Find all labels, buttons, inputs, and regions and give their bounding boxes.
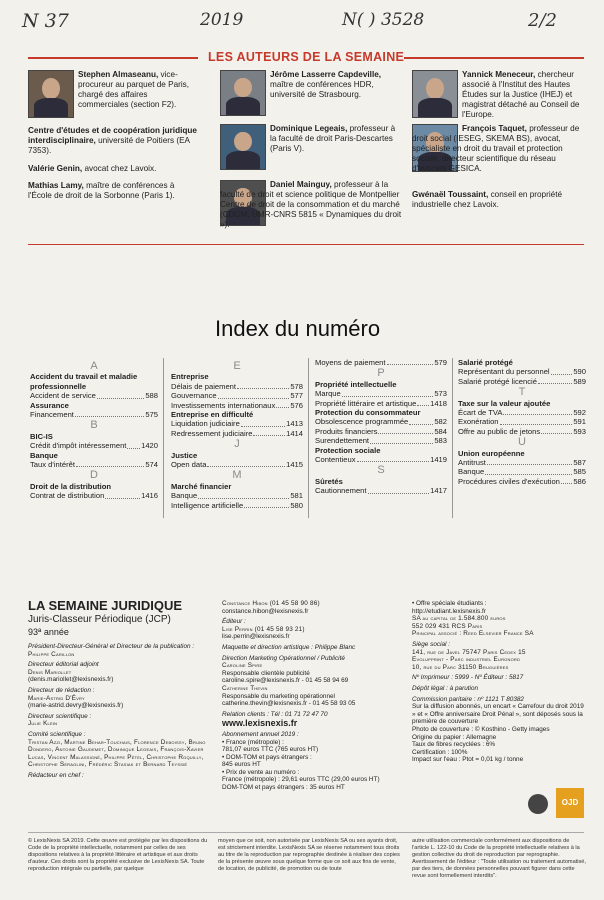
masthead-name: Philippe Carillon (28, 650, 75, 658)
masthead-label: Rédacteur en chef : (28, 771, 84, 779)
index-entry-page: 579 (434, 358, 447, 367)
index-entry-page: 590 (573, 367, 586, 377)
index-entry-page: 1420 (141, 441, 158, 451)
index-entry (171, 491, 303, 500)
masthead-value: • France (métropole) : (222, 738, 284, 746)
index-column-1 (30, 360, 158, 501)
index-entry-label: Accident de service (30, 391, 96, 401)
index-entry-label: Écart de TVA (458, 408, 503, 418)
index-entry-leader (378, 427, 433, 434)
index-entry-page: 593 (573, 426, 586, 436)
index-entry-page: 1419 (430, 455, 447, 465)
index-entry-leader (485, 467, 572, 474)
masthead-name: SA au capital de 1.584.800 euros (412, 615, 506, 623)
masthead-value: • DOM-TOM et pays étrangers : (222, 753, 312, 761)
index-entry-label: Marque (315, 389, 341, 399)
index-entry-leader (487, 458, 572, 465)
index-entry (315, 427, 447, 436)
index-entry-leader (237, 382, 289, 389)
index-letter: S (377, 464, 385, 477)
index-entry-label: Intelligence artificielle (171, 500, 244, 510)
masthead-value: France (métropole) : 29,61 euros TTC (29,00 euros HT) (222, 776, 380, 784)
masthead-name: Caroline Spire (222, 662, 263, 670)
masthead-year: 93ª année (28, 627, 69, 637)
index-entry (30, 410, 158, 419)
index-entry-label: Moyens de paiement (315, 358, 386, 367)
masthead-label: Nº Imprimeur : 5999 - Nº Éditeur : 5817 (412, 674, 524, 682)
index-entry-leader (503, 408, 572, 415)
index-letter: B (90, 419, 98, 432)
index-heading: Protection sociale (315, 445, 381, 455)
index-entry-leader (75, 410, 144, 417)
index-entry-leader (417, 399, 429, 406)
index-letter: U (518, 436, 526, 449)
masthead-name: Principal associé : Reed Elsevier France SA (412, 630, 534, 638)
index-heading: Accident du travail et maladie professionnelle (30, 372, 138, 391)
index-entry-leader (207, 460, 285, 467)
masthead-label: Relation clients : Tél : 01 71 72 47 70 (222, 710, 328, 718)
author-mainguy: Daniel Mainguy, professeur à la faculté de droit et science politique de Montpellier Centre de droit de la consommation et du marché (CDCM, UMR-CNRS 5815 « Dynamiques du droit »). (220, 180, 402, 229)
author-almaseanu: Stephen Almaseanu, vice-procureur au parquet de Paris, chargé des affaires commerciales (section F2). (78, 70, 190, 109)
index-entry-page: 1414 (286, 428, 303, 438)
masthead-name: Catherine Thevin (222, 684, 268, 692)
index-entry (315, 455, 447, 464)
index-entry-leader (244, 501, 289, 508)
index-entry-label: Offre au public de jetons (458, 426, 541, 436)
masthead-website: www.lexisnexis.fr (222, 718, 298, 729)
index-entry (30, 460, 158, 469)
author-lamy: Mathias Lamy, maître de conférences à l'École de droit de la Sorbonne (Paris 1). (28, 181, 175, 200)
index-entry-leader (198, 491, 289, 498)
index-entry-page: 1418 (430, 398, 447, 408)
index-entry (171, 401, 303, 410)
masthead-label: Commission paritaire : nº 1121 T 80382 (412, 695, 524, 703)
masthead-value: • Prix de vente au numéro : (222, 768, 300, 776)
index-entry-page: 589 (573, 376, 586, 386)
index-entry (458, 367, 586, 376)
index-heading: Protection du consommateur (315, 408, 421, 418)
masthead-label: Directeur scientifique : (28, 712, 92, 720)
index-divider-2 (308, 358, 309, 518)
index-heading: Entreprise en difficulté (171, 410, 254, 420)
index-entry-label: Banque (458, 467, 485, 477)
authors-section-title: LES AUTEURS DE LA SEMAINE (208, 50, 405, 64)
index-entry-leader (253, 429, 285, 436)
authors-bottom-rule (28, 244, 584, 245)
index-entry (30, 391, 158, 400)
index-entry (171, 419, 303, 428)
index-entry-page: 578 (290, 381, 303, 391)
masthead-label: Directeur de rédaction : (28, 686, 95, 694)
index-entry-page: 591 (573, 417, 586, 427)
index-heading: Salarié protégé (458, 358, 513, 367)
handwritten-year: 2019 (200, 10, 244, 30)
masthead-name: 552 029 431 RCS Paris (412, 622, 483, 630)
index-entry-page: 586 (573, 476, 586, 486)
index-entry-label: Financement (30, 410, 74, 420)
masthead-label: Éditeur : (222, 618, 246, 626)
index-entry-label: Contrat de distribution (30, 491, 105, 501)
index-entry-page: 584 (434, 426, 447, 436)
author-lasserre-capdeville: Jérôme Lasserre Capdeville, maître de conférences HDR, université de Strasbourg. (270, 70, 382, 99)
masthead-value: DOM-TOM et pays étrangers : 35 euros HT (222, 784, 345, 792)
index-heading: Droit de la distribution (30, 481, 111, 491)
index-entry-page: 587 (573, 458, 586, 468)
index-letter: A (90, 360, 98, 372)
masthead-value: caroline.spire@lexisnexis.fr - 01 45 58 94 69 (222, 677, 349, 685)
index-entry-label: Propriété littéraire et artistique (315, 398, 417, 408)
index-entry-leader (409, 417, 433, 424)
index-column-4 (458, 358, 586, 486)
authors-rule-right (404, 57, 584, 59)
index-entry-page: 1417 (430, 486, 447, 496)
index-entry (171, 429, 303, 438)
index-entry (458, 417, 586, 426)
masthead-value: Taux de fibres recyclées : 6% (412, 741, 496, 749)
index-entry (458, 408, 586, 417)
author-photo-meneceur (412, 70, 458, 118)
index-entry-leader (105, 491, 140, 498)
masthead-subtitle: Juris-Classeur Périodique (JCP) (28, 614, 171, 625)
index-heading: BIC-IS (30, 431, 53, 441)
masthead-column-1 (28, 640, 208, 780)
index-entry-page: 1416 (141, 491, 158, 501)
index-divider-3 (452, 358, 453, 518)
index-entry-label: Liquidation judiciaire (171, 419, 240, 429)
index-entry-page: 588 (145, 391, 158, 401)
index-entry-label: Contentieux (315, 455, 356, 465)
masthead-name: Tristan Azzi, Martine Behar-Touchais, Florence Deboissy, Bruno Dondero, Antoine Gaudemet, Dominique Legeais, François-Xavier Lucas, Vincent Malassigné, Philippe Pétel, Christophe Roquilly, Christophe Seraglini, Frédéric Stasiak et Bernard Teyssié (28, 738, 206, 769)
index-entry (171, 382, 303, 391)
masthead-column-3 (412, 600, 588, 764)
index-entry-leader (241, 419, 285, 426)
masthead-value: Origine du papier : Allemagne (412, 733, 497, 741)
index-entry (458, 427, 586, 436)
index-entry (458, 458, 586, 467)
index-entry (458, 467, 586, 476)
masthead-value: Responsable clientèle publicité (222, 669, 310, 677)
index-divider-1 (163, 358, 164, 518)
masthead-value: Photo de couverture : © Kosthino - Getty images (412, 725, 550, 733)
index-entry-page: 576 (290, 400, 303, 410)
index-letter: D (90, 469, 98, 482)
masthead-title: LA SEMAINE JURIDIQUE (28, 598, 183, 613)
author-toussaint: Gwénaël Toussaint, conseil en propriété industrielle chez Lavoix. (412, 190, 563, 209)
index-entry-label: Crédit d'impôt intéressement (30, 441, 127, 451)
index-letter: T (518, 386, 526, 399)
masthead-label: Direction Marketing Opérationnel / Publicité (222, 654, 345, 662)
index-column-2 (171, 360, 303, 510)
masthead-value: http://etudiant.lexisnexis.fr (412, 607, 486, 615)
index-entry-leader (127, 441, 140, 448)
index-entry-leader (97, 391, 144, 398)
index-entry (315, 417, 447, 426)
author-genin: Valérie Genin, avocat chez Lavoix. (28, 164, 157, 173)
masthead-name: 10, rue du Parc 31150 Bruguières (412, 663, 509, 671)
index-entry (315, 389, 447, 398)
index-entry-leader (387, 358, 434, 365)
masthead-value: Certification : 100% (412, 748, 468, 756)
masthead-value: lise.perrin@lexisnexis.fr (222, 633, 290, 641)
author-cecoji: Centre d'études et de coopération juridique interdisciplinaire, université de Poitiers (EA 7353). (28, 126, 197, 155)
index-entry-page: 1415 (286, 460, 303, 470)
masthead-value: Responsable du marketing opérationnel (222, 692, 335, 700)
authors-rule-left (28, 57, 198, 59)
index-entry-label: Représentant du personnel (458, 367, 550, 377)
index-entry-label: Exonération (458, 417, 499, 427)
masthead-label: Abonnement annuel 2019 : (222, 730, 299, 738)
masthead-value: constance.hibon@lexisnexis.fr (222, 607, 309, 615)
index-entry-label: Cautionnement (315, 486, 367, 496)
recycle-logo-icon (528, 794, 548, 814)
index-entry (315, 358, 447, 367)
index-title: Index du numéro (215, 316, 381, 341)
index-entry-label: Open data (171, 460, 207, 470)
index-entry-leader (551, 367, 573, 374)
index-entry (171, 501, 303, 510)
index-entry (171, 460, 303, 469)
index-letter: E (233, 360, 241, 372)
index-entry (30, 491, 158, 500)
masthead-value: (denis.mariollet@lexisnexis.fr) (28, 676, 114, 684)
index-entry-page: 577 (290, 391, 303, 401)
index-entry-leader (342, 389, 434, 396)
masthead-value: (marie-astrid.devry@lexisnexis.fr) (28, 702, 124, 710)
legal-text-col1: © LexisNexis SA 2019. Cette œuvre est protégée par les dispositions du Code de la propriété intellectuelle, notamment par celles de ses dispositions relatives à la propriété littéraire et artistique et aux droits d'auteur. Ces droits sont la propriété exclusive de LexisNexis SA. Toute reproduction intégrale ou partielle, par quelque (28, 838, 208, 872)
masthead-value: catherine.thevin@lexisnexis.fr - 01 45 58 93 05 (222, 700, 356, 708)
masthead-column-2 (222, 600, 402, 792)
masthead-value: Impact sur l'eau : Ptot = 0,01 kg / tonne (412, 756, 524, 764)
index-entry-label: Investissements internationaux (171, 400, 276, 410)
index-entry-page: 575 (145, 410, 158, 420)
index-heading: Union européenne (458, 448, 525, 458)
handwritten-issue-number: N 37 (22, 10, 69, 32)
author-photo-almaseanu (28, 70, 74, 118)
index-letter: J (234, 438, 240, 451)
handwritten-reference: N( ) 3528 (342, 10, 425, 30)
index-entry-page: 573 (434, 389, 447, 399)
masthead-name: Evolupprint - Parc industriel Euronord (412, 656, 521, 664)
index-letter: P (377, 367, 385, 380)
index-heading: Taxe sur la valeur ajoutée (458, 398, 551, 408)
index-entry (315, 486, 447, 495)
index-heading: Propriété intellectuelle (315, 379, 397, 389)
index-entry (315, 436, 447, 445)
index-entry-label: Délais de paiement (171, 381, 237, 391)
index-entry-page: 580 (290, 500, 303, 510)
index-entry-label: Surendettement (315, 436, 370, 446)
ojd-badge: OJD (556, 788, 584, 818)
index-entry-page: 574 (145, 460, 158, 470)
index-entry-page: 581 (290, 491, 303, 501)
index-entry-label: Redressement judiciaire (171, 428, 253, 438)
index-entry-leader (368, 486, 430, 493)
masthead-label: Siège social : (412, 640, 451, 648)
index-entry (458, 377, 586, 386)
index-entry-label: Produits financiers (315, 426, 378, 436)
index-entry-leader (218, 391, 290, 398)
masthead-label: Dépôt légal : à parution (412, 684, 479, 692)
masthead-name: Lise Perrin (01 45 58 93 21) (222, 625, 305, 633)
index-heading: Sûretés (315, 476, 343, 486)
index-entry-label: Banque (171, 491, 198, 501)
index-entry-leader (276, 401, 289, 408)
index-entry (315, 399, 447, 408)
index-entry-page: 582 (434, 417, 447, 427)
index-heading: Banque (30, 450, 58, 460)
index-column-3 (315, 358, 447, 496)
index-entry-leader (541, 427, 572, 434)
index-heading: Entreprise (171, 372, 209, 382)
author-photo-legeais (220, 124, 266, 170)
author-taquet: François Taquet, professeur de droit social (IESEG, SKEMA BS), avocat, spécialiste en droit du travail et protection sociale, directeur scientifique du réseau d'avocats GESICA. (412, 124, 580, 173)
masthead-value: Sur la diffusion abonnés, un encart « Carrefour du droit 2019 » et « Offre anniversaire Droit Pénal », sont déposés sous la première de couverture (412, 703, 584, 726)
index-entry-label: Antitrust (458, 458, 486, 468)
masthead-label: Président-Directeur-Général et Directeur de la publication : (28, 643, 195, 650)
index-entry-page: 585 (573, 467, 586, 477)
legal-text-col3: autre utilisation commerciale conformément aux dispositions de l'article L. 122-10 du Code de la propriété intellectuelle relatives à la gestion collective du droit de reproduction par reprographie. Avertissement de l'éditeur : "Toute utilisation ou traitement automatisé, par des tiers, de données personnelles pouvant figurer dans cette revue sont formellement interdits". (412, 838, 586, 879)
masthead-name: 141, rue de Javel 75747 Paris Cedex 15 (412, 648, 526, 656)
index-heading: Marché financier (171, 481, 232, 491)
masthead-name: Constance Hibon (01 45 58 90 86) (222, 600, 320, 607)
masthead-value: • Offre spéciale étudiants : (412, 600, 487, 607)
index-entry-page: 592 (573, 408, 586, 418)
masthead-label: Maquette et direction artistique : Philippe Blanc (222, 643, 356, 651)
index-entry-label: Salarié protégé licencié (458, 376, 537, 386)
index-entry-label: Taux d'intérêt (30, 460, 75, 470)
masthead-name: Julie Klein (28, 720, 58, 728)
masthead-value: 845 euros HT (222, 761, 261, 769)
legal-text-col2: moyen que ce soit, non autorisée par LexisNexis SA ou ses ayants droit, est strictement interdite. LexisNexis SA se réserve notamment tous droits au titre de la reproduction par reprographie destinée à réaliser des copies de la présente œuvre sous quelque forme que ce soit aux fins de vente, de location, de publicité, de promotion ou de toute (218, 838, 400, 872)
masthead-name: Marie-Astrid D'Évry (28, 694, 85, 702)
index-entry (30, 441, 158, 450)
index-heading: Assurance (30, 400, 69, 410)
index-entry-label: Procédures civiles d'exécution (458, 476, 560, 486)
index-entry (171, 391, 303, 400)
index-entry-leader (500, 417, 573, 424)
masthead-label: Directeur éditorial adjoint (28, 661, 99, 669)
author-meneceur: Yannick Meneceur, chercheur associé à l'Institut des Hautes Études sur la Justice (IHEJ) et magistrat détaché au Conseil de l'Europe. (462, 70, 580, 119)
index-entry-leader (357, 455, 430, 462)
index-letter: M (232, 469, 242, 482)
masthead-name: Denis Mariollet (28, 668, 72, 676)
author-photo-lasserre (220, 70, 266, 116)
index-entry-page: 583 (434, 436, 447, 446)
index-entry-page: 1413 (286, 419, 303, 429)
handwritten-page: 2/2 (528, 10, 557, 31)
index-entry-leader (76, 460, 144, 467)
index-entry-leader (370, 436, 433, 443)
index-entry (458, 477, 586, 486)
index-entry-label: Gouvernance (171, 391, 217, 401)
index-heading: Justice (171, 450, 198, 460)
index-entry-leader (538, 377, 572, 384)
legal-rule (28, 832, 584, 833)
index-entry-leader (561, 477, 572, 484)
index-entry-label: Obsolescence programmée (315, 417, 409, 427)
masthead-label: Comité scientifique : (28, 730, 86, 738)
author-legeais: Dominique Legeais, professeur à la faculté de droit Paris-Descartes (Paris V). (270, 124, 396, 153)
masthead-value: 781,07 euros TTC (765 euros HT) (222, 746, 319, 754)
